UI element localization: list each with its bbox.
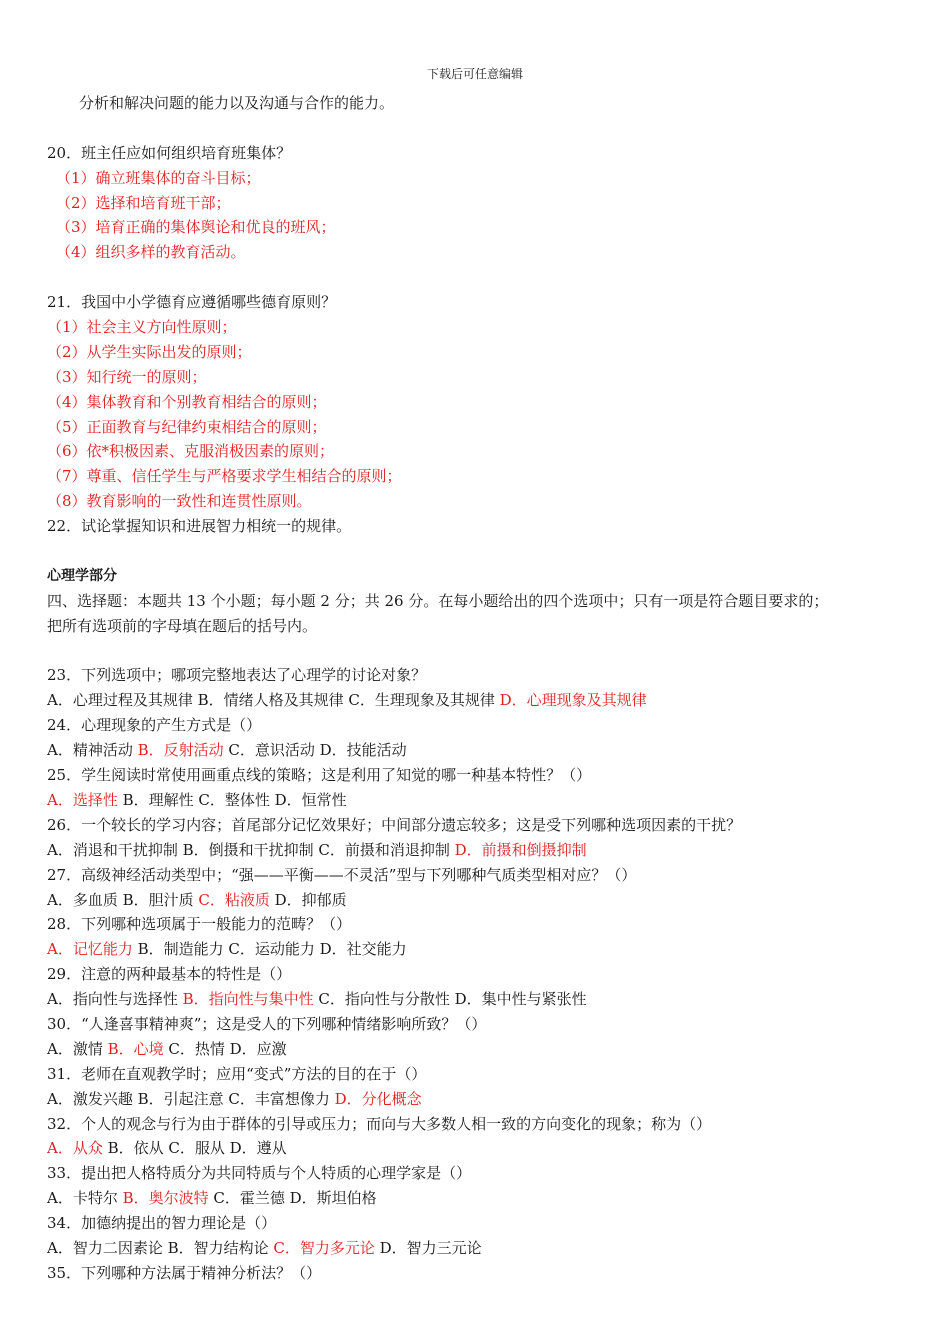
- spacer: [47, 639, 907, 664]
- option: A．激情: [47, 1039, 108, 1058]
- option: A．激发兴趣: [47, 1089, 138, 1108]
- option: C．整体性: [198, 790, 275, 809]
- mcq-question: 28．下列哪种选项属于一般能力的范畴？（）: [47, 915, 352, 934]
- spacer: [47, 265, 907, 290]
- answer-21-4: （4）集体教育和个别教育相结合的原则；: [47, 392, 327, 411]
- mcq-options: [47, 987, 907, 1012]
- option: B．胆汁质: [122, 890, 199, 909]
- spacer: [47, 116, 907, 141]
- option: C．意识活动: [228, 741, 320, 760]
- mcq-question: 26．一个较长的学习内容；首尾部分记忆效果好；中间部分遗忘较多；这是受下列哪种选项因素的干扰？: [47, 815, 742, 834]
- option: D．恒常性: [274, 790, 347, 809]
- mcq-question: 29．注意的两种最基本的特性是（）: [47, 965, 292, 984]
- document-body: [47, 91, 907, 1286]
- option: B．引起注意: [137, 1089, 229, 1108]
- option: C．服从: [168, 1139, 230, 1158]
- section-instructions-2: 把所有选项前的字母填在题后的括号内。: [47, 616, 318, 635]
- option: D．遵从: [229, 1139, 287, 1158]
- mcq-options: [47, 688, 907, 713]
- mcq-options: [47, 1037, 907, 1062]
- option: B．依从: [107, 1139, 169, 1158]
- option: C．指向性与分散性: [318, 990, 455, 1009]
- mcq-question: 31．老师在直观教学时；应用“变式”方法的目的在于（）: [47, 1064, 427, 1083]
- option: B．理解性: [122, 790, 199, 809]
- option: D．智力三元论: [379, 1238, 482, 1257]
- option: D．集中性与紧张性: [454, 990, 587, 1009]
- section-instructions-1: 四、选择题：本题共 13 个小题；每小题 2 分；共 26 分。在每小题给出的四个选项中；只有一项是符合题目要求的；: [47, 591, 829, 610]
- mcq-options: [47, 738, 907, 763]
- mcq-options: [47, 888, 907, 913]
- answer-21-2: （2）从学生实际出发的原则；: [47, 342, 252, 361]
- mcq-question: 23．下列选项中；哪项完整地表达了心理学的讨论对象？: [47, 666, 427, 685]
- question-21: 21．我国中小学德育应遵循哪些德育原则？: [47, 293, 337, 312]
- option: B．情绪人格及其规律: [197, 691, 349, 710]
- mcq-question: 25．学生阅读时常使用画重点线的策略；这是利用了知觉的哪一种基本特性？（）: [47, 766, 592, 785]
- option: C．热情: [168, 1039, 230, 1058]
- answer-21-8: （8）教育影响的一致性和连贯性原则。: [47, 492, 312, 511]
- answer-21-6: （6）依*积极因素、克服消极因素的原则；: [47, 442, 335, 461]
- answer-20-1: （1）确立班集体的奋斗目标；: [56, 168, 261, 187]
- mcq-question: 35．下列哪种方法属于精神分析法？（）: [47, 1263, 322, 1282]
- multiple-choice-list: [47, 663, 907, 1285]
- correct-option: B．反射活动: [137, 741, 229, 760]
- option: C．运动能力: [228, 940, 320, 959]
- answer-20-4: （4）组织多样的教育活动。: [56, 243, 246, 262]
- page-header: 下载后可任意编辑: [426, 67, 523, 81]
- mcq-options: [47, 1136, 907, 1161]
- option: C．前摄和消退抑制: [318, 840, 455, 859]
- option: A．精神活动: [47, 741, 138, 760]
- answer-21-7: （7）尊重、信任学生与严格要求学生相结合的原则；: [47, 467, 402, 486]
- answer-20-3: （3）培育正确的集体舆论和优良的班风；: [56, 218, 336, 237]
- option: A．卡特尔: [47, 1189, 123, 1208]
- option: A．消退和干扰抑制: [47, 840, 183, 859]
- option: D．应激: [229, 1039, 287, 1058]
- correct-option: C．粘液质: [198, 890, 275, 909]
- correct-option: D．心理现象及其规律: [499, 691, 647, 710]
- mcq-question: 27．高级神经活动类型中；“强——平衡——不灵活”型与下列哪种气质类型相对应？（）: [47, 865, 637, 884]
- section-title: 心理学部分: [47, 567, 117, 584]
- option: C．丰富想像力: [228, 1089, 335, 1108]
- option: B．智力结构论: [167, 1238, 274, 1257]
- option: D．斯坦伯格: [289, 1189, 377, 1208]
- option: A．智力二因素论: [47, 1238, 168, 1257]
- option: B．制造能力: [137, 940, 229, 959]
- mcq-options: [47, 1236, 907, 1261]
- answer-21-1: （1）社会主义方向性原则；: [47, 318, 237, 337]
- correct-option: B．指向性与集中性: [182, 990, 319, 1009]
- option: C．生理现象及其规律: [348, 691, 500, 710]
- correct-option: D．前摄和倒摄抑制: [454, 840, 587, 859]
- correct-option: D．分化概念: [334, 1089, 422, 1108]
- correct-option: A．选择性: [47, 790, 123, 809]
- answer-20-2: （2）选择和培育班干部；: [56, 193, 231, 212]
- question-22: 22．试论掌握知识和进展智力相统一的规律。: [47, 517, 352, 536]
- option: B．倒摄和干扰抑制: [182, 840, 319, 859]
- mcq-question: 33．提出把人格特质分为共同特质与个人特质的心理学家是（）: [47, 1164, 472, 1183]
- mcq-question: 24．心理现象的产生方式是（）: [47, 716, 262, 735]
- intro-text: 分析和解决问题的能力以及沟通与合作的能力。: [79, 94, 395, 112]
- mcq-options: [47, 838, 907, 863]
- mcq-question: 32．个人的观念与行为由于群体的引导或压力；而向与大多数人相一致的方向变化的现象；称为（）: [47, 1114, 712, 1133]
- mcq-options: [47, 788, 907, 813]
- option: C．霍兰德: [213, 1189, 290, 1208]
- option: D．社交能力: [319, 940, 407, 959]
- correct-option: A．从众: [47, 1139, 108, 1158]
- option: D．抑郁质: [274, 890, 347, 909]
- correct-option: A．记忆能力: [47, 940, 138, 959]
- option: A．指向性与选择性: [47, 990, 183, 1009]
- mcq-options: [47, 1087, 907, 1112]
- answer-21-3: （3）知行统一的原则；: [47, 367, 207, 386]
- correct-option: B．心境: [107, 1039, 169, 1058]
- option: A．多血质: [47, 890, 123, 909]
- correct-option: B．奥尔波特: [122, 1189, 214, 1208]
- option: A．心理过程及其规律: [47, 691, 198, 710]
- mcq-question: 30．“人逢喜事精神爽”；这是受人的下列哪种情绪影响所致？（）: [47, 1014, 487, 1033]
- option: D．技能活动: [319, 741, 407, 760]
- correct-option: C．智力多元论: [273, 1238, 380, 1257]
- mcq-question: 34．加德纳提出的智力理论是（）: [47, 1214, 277, 1233]
- mcq-options: [47, 937, 907, 962]
- spacer: [47, 539, 907, 564]
- answer-21-5: （5）正面教育与纪律约束相结合的原则；: [47, 417, 327, 436]
- mcq-options: [47, 1186, 907, 1211]
- question-20: 20．班主任应如何组织培育班集体？: [47, 143, 292, 162]
